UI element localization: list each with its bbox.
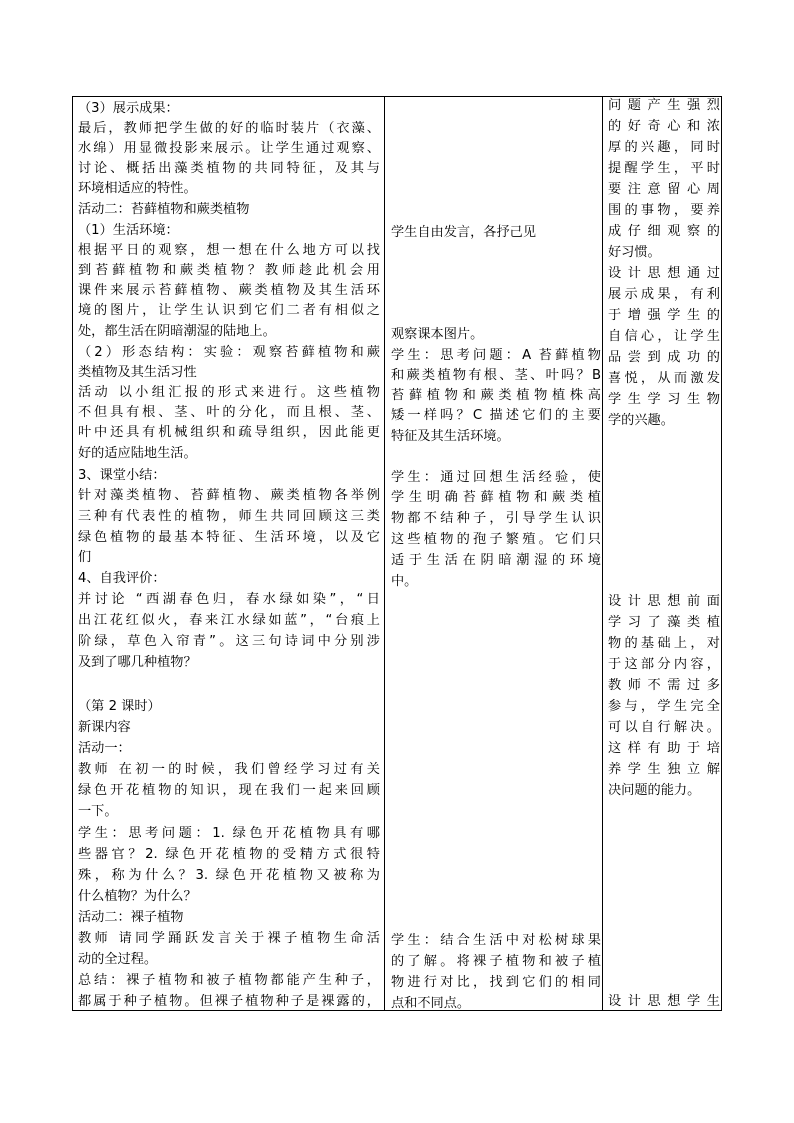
text-line: 物都不结种子，引导学生认识: [391, 511, 601, 526]
text-line: 针对藻类植物、苔藓植物、蕨类植物各举例: [78, 488, 380, 503]
text-line: 阶绿，草色入帘青”。这三句诗词中分别涉: [78, 634, 380, 649]
column-divider: [384, 97, 385, 1010]
text-line: （2）形态结构：实验：观察苔藓植物和蕨: [78, 345, 380, 360]
text-line: 设计思想前面: [608, 594, 720, 609]
text-line: 出江花红似火，春来江水绿如蓝”，“台痕上: [78, 613, 380, 628]
text-line: 并讨论 “西湖春色归，春水绿如染”，“日: [78, 592, 380, 607]
text-line: 3、课堂小结：: [78, 468, 166, 483]
text-line: 根据平日的观察，想一想在什么地方可以找: [78, 243, 380, 258]
text-line: 提醒学生，平时: [608, 161, 720, 176]
text-line: 好的适应陆地生活。: [78, 446, 197, 461]
text-line: 环境相适应的特性。: [78, 181, 197, 196]
text-line: 活动 以小组汇报的形式来进行。这些植物: [78, 385, 380, 400]
text-line: 适于生活在阴暗潮湿的环境: [391, 553, 601, 568]
text-line: 最后，教师把学生做的好的临时装片（衣藻、: [78, 121, 380, 136]
text-line: 这样有助于培: [608, 741, 720, 756]
text-line: 学生学习生物: [608, 392, 720, 407]
text-line: 物的基础上，对: [608, 636, 720, 651]
text-line: 讨论、概括出藻类植物的共同特征，及其与: [78, 161, 380, 176]
text-line: 总结：裸子植物和被子植物都能产生种子，: [78, 973, 380, 988]
text-line: 一下。: [78, 804, 118, 819]
text-line: 活动二：苔藓植物和蕨类植物: [78, 202, 250, 217]
text-line: 教师 在初一的时候，我们曾经学习过有关: [78, 762, 380, 777]
text-line: （3）展示成果：: [78, 101, 179, 116]
text-line: 的好奇心和浓: [608, 119, 720, 134]
text-line: 活动一：: [78, 741, 131, 756]
text-line: 品尝到成功的: [608, 350, 720, 365]
text-line: 都属于种子植物。但裸子植物种子是裸露的，: [78, 994, 380, 1009]
text-line: 及到了哪几种植物？: [78, 655, 197, 670]
text-line: 决问题的能力。: [608, 783, 701, 798]
text-line: 三种有代表性的植物，师生共同回顾这三类: [78, 509, 380, 524]
text-line: 类植物及其生活习性: [78, 365, 197, 380]
text-line: 特征及其生活环境。: [391, 429, 510, 444]
text-line: 喜悦，从而激发: [608, 371, 720, 386]
text-line: 观察课本图片。: [391, 327, 484, 342]
text-line: 水绵）用显微投影来展示。让学生通过观察、: [78, 141, 380, 156]
text-line: 叶中还具有机械组织和疏导组织，因此能更: [78, 425, 380, 440]
text-line: 绿色植物的最基本特征、生活环境，以及它: [78, 530, 380, 545]
text-line: 学的兴趣。: [608, 413, 674, 428]
text-line: 展示成果，有利: [608, 287, 720, 302]
text-line: 境的图片，让学生认识到它们二者有相似之: [78, 303, 380, 318]
text-line: 养学生独立解: [608, 762, 720, 777]
text-line: 到苔藓植物和蕨类植物？教师趁此机会用: [78, 263, 380, 278]
text-line: 点和不同点。: [391, 996, 471, 1011]
lesson-plan-table: [72, 96, 722, 1011]
text-line: 学习了藻类植: [608, 615, 720, 630]
text-line: 新课内容: [78, 720, 131, 735]
text-line: 课件来展示苔藓植物、蕨类植物及其生活环: [78, 283, 380, 298]
text-line: 于这部分内容，: [608, 657, 720, 672]
text-line: 设计思想学生: [608, 994, 720, 1009]
text-line: 动的全过程。: [78, 952, 158, 967]
text-line: 问题产生强烈: [608, 98, 720, 113]
text-line: 的了解。将裸子植物和被子植: [391, 954, 601, 969]
text-line: 要注意留心周: [608, 182, 720, 197]
text-line: 物进行对比，找到它们的相同: [391, 975, 601, 990]
text-line: 这些植物的孢子繁殖。它们只: [391, 532, 601, 547]
text-line: 处，都生活在阴暗潮湿的陆地上。: [78, 324, 276, 339]
text-line: 围的事物，要养: [608, 203, 720, 218]
text-line: （第 2 课时）: [78, 699, 161, 714]
text-line: 绿色开花植物的知识，现在我们一起来回顾: [78, 783, 380, 798]
text-line: 厚的兴趣，同时: [608, 140, 720, 155]
text-line: 4、自我评价：: [78, 571, 166, 586]
text-line: 中。: [391, 574, 418, 589]
text-line: 学生：思考问题：1. 绿色开花植物具有哪: [78, 826, 380, 841]
text-line: 成仔细观察的: [608, 224, 720, 239]
text-line: 自信心，让学生: [608, 329, 720, 344]
text-line: 好习惯。: [608, 245, 661, 260]
text-line: 不但具有根、茎、叶的分化，而且根、茎、: [78, 405, 380, 420]
text-line: 矮一样吗？C 描述它们的主要: [391, 408, 601, 423]
text-line: 什么植物？为什么？: [78, 889, 197, 904]
text-line: 学生自由发言，各抒己见: [391, 225, 537, 240]
text-line: 教师不需过多: [608, 678, 720, 693]
text-line: （1）生活环境：: [78, 223, 179, 238]
text-line: 学生：结合生活中对松树球果: [391, 933, 601, 948]
text-line: 们: [78, 550, 92, 565]
text-line: 殊，称为什么？3. 绿色开花植物又被称为: [78, 868, 380, 883]
text-line: 学生：思考问题：A 苔藓植物: [391, 348, 601, 363]
text-line: 可以自行解决。: [608, 720, 720, 735]
text-line: 教师 请同学踊跃发言关于裸子植物生命活: [78, 931, 380, 946]
text-line: 苔藓植物和蕨类植物植株高: [391, 388, 601, 403]
column-divider: [602, 97, 603, 1010]
text-line: 活动二：裸子植物: [78, 910, 184, 925]
text-line: 些器官？2. 绿色开花植物的受精方式很特: [78, 847, 380, 862]
text-line: 学生：通过回想生活经验，使: [391, 470, 601, 485]
text-line: 于增强学生的: [608, 308, 720, 323]
text-line: 参与，学生完全: [608, 699, 720, 714]
text-line: 和蕨类植物有根、茎、叶吗？B: [391, 368, 601, 383]
text-line: 学生明确苔藓植物和蕨类植: [391, 490, 601, 505]
text-line: 设计思想通过: [608, 266, 720, 281]
